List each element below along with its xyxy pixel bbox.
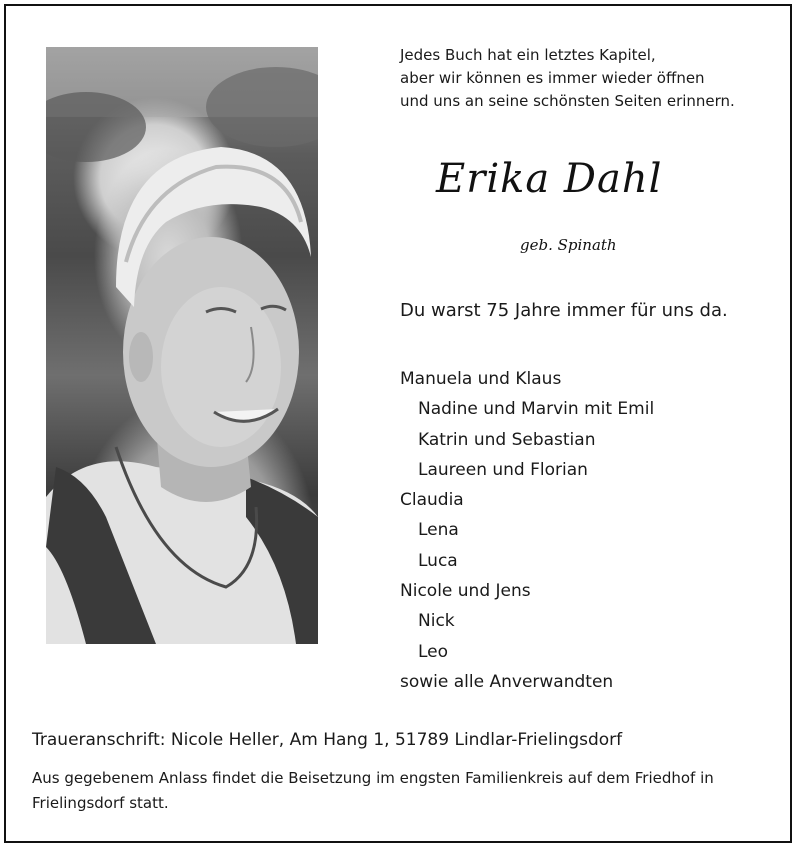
family-member: Manuela und Klaus <box>400 369 562 389</box>
obituary-card <box>4 4 792 843</box>
family-member: Katrin und Sebastian <box>418 429 596 450</box>
years-line: Du warst 75 Jahre immer für uns da. <box>400 300 728 321</box>
family-member: Nadine und Marvin mit Emil <box>418 399 655 420</box>
family-member: Nicole und Jens <box>400 581 531 602</box>
family-member: Leo <box>418 641 449 662</box>
portrait-illustration <box>46 47 318 644</box>
family-member: Nick <box>418 611 455 632</box>
family-member: Laureen und Florian <box>418 459 588 480</box>
poem-line-1: Jedes Buch hat ein letztes Kapitel, <box>400 46 656 64</box>
poem <box>400 44 770 113</box>
family-member: Luca <box>418 550 458 571</box>
mourning-address: Traueranschrift: Nicole Heller, Am Hang 1, 51789 Lindlar-Frielingsdorf <box>32 730 623 750</box>
deceased-name: Erika Dahl <box>436 156 663 202</box>
burial-note: Aus gegebenem Anlass findet die Beisetzung im engsten Familienkreis auf dem Friedhof in Frielingsdorf statt. <box>32 769 714 812</box>
family-list <box>400 364 654 697</box>
maiden-name: geb. Spinath <box>520 236 617 254</box>
portrait-photo <box>46 47 318 644</box>
family-member: Claudia <box>400 490 464 511</box>
family-member: sowie alle Anverwandten <box>400 671 614 692</box>
poem-line-3: und uns an seine schönsten Seiten erinnern. <box>400 92 735 110</box>
family-member: Lena <box>418 520 459 541</box>
poem-line-2: aber wir können es immer wieder öffnen <box>400 69 705 87</box>
